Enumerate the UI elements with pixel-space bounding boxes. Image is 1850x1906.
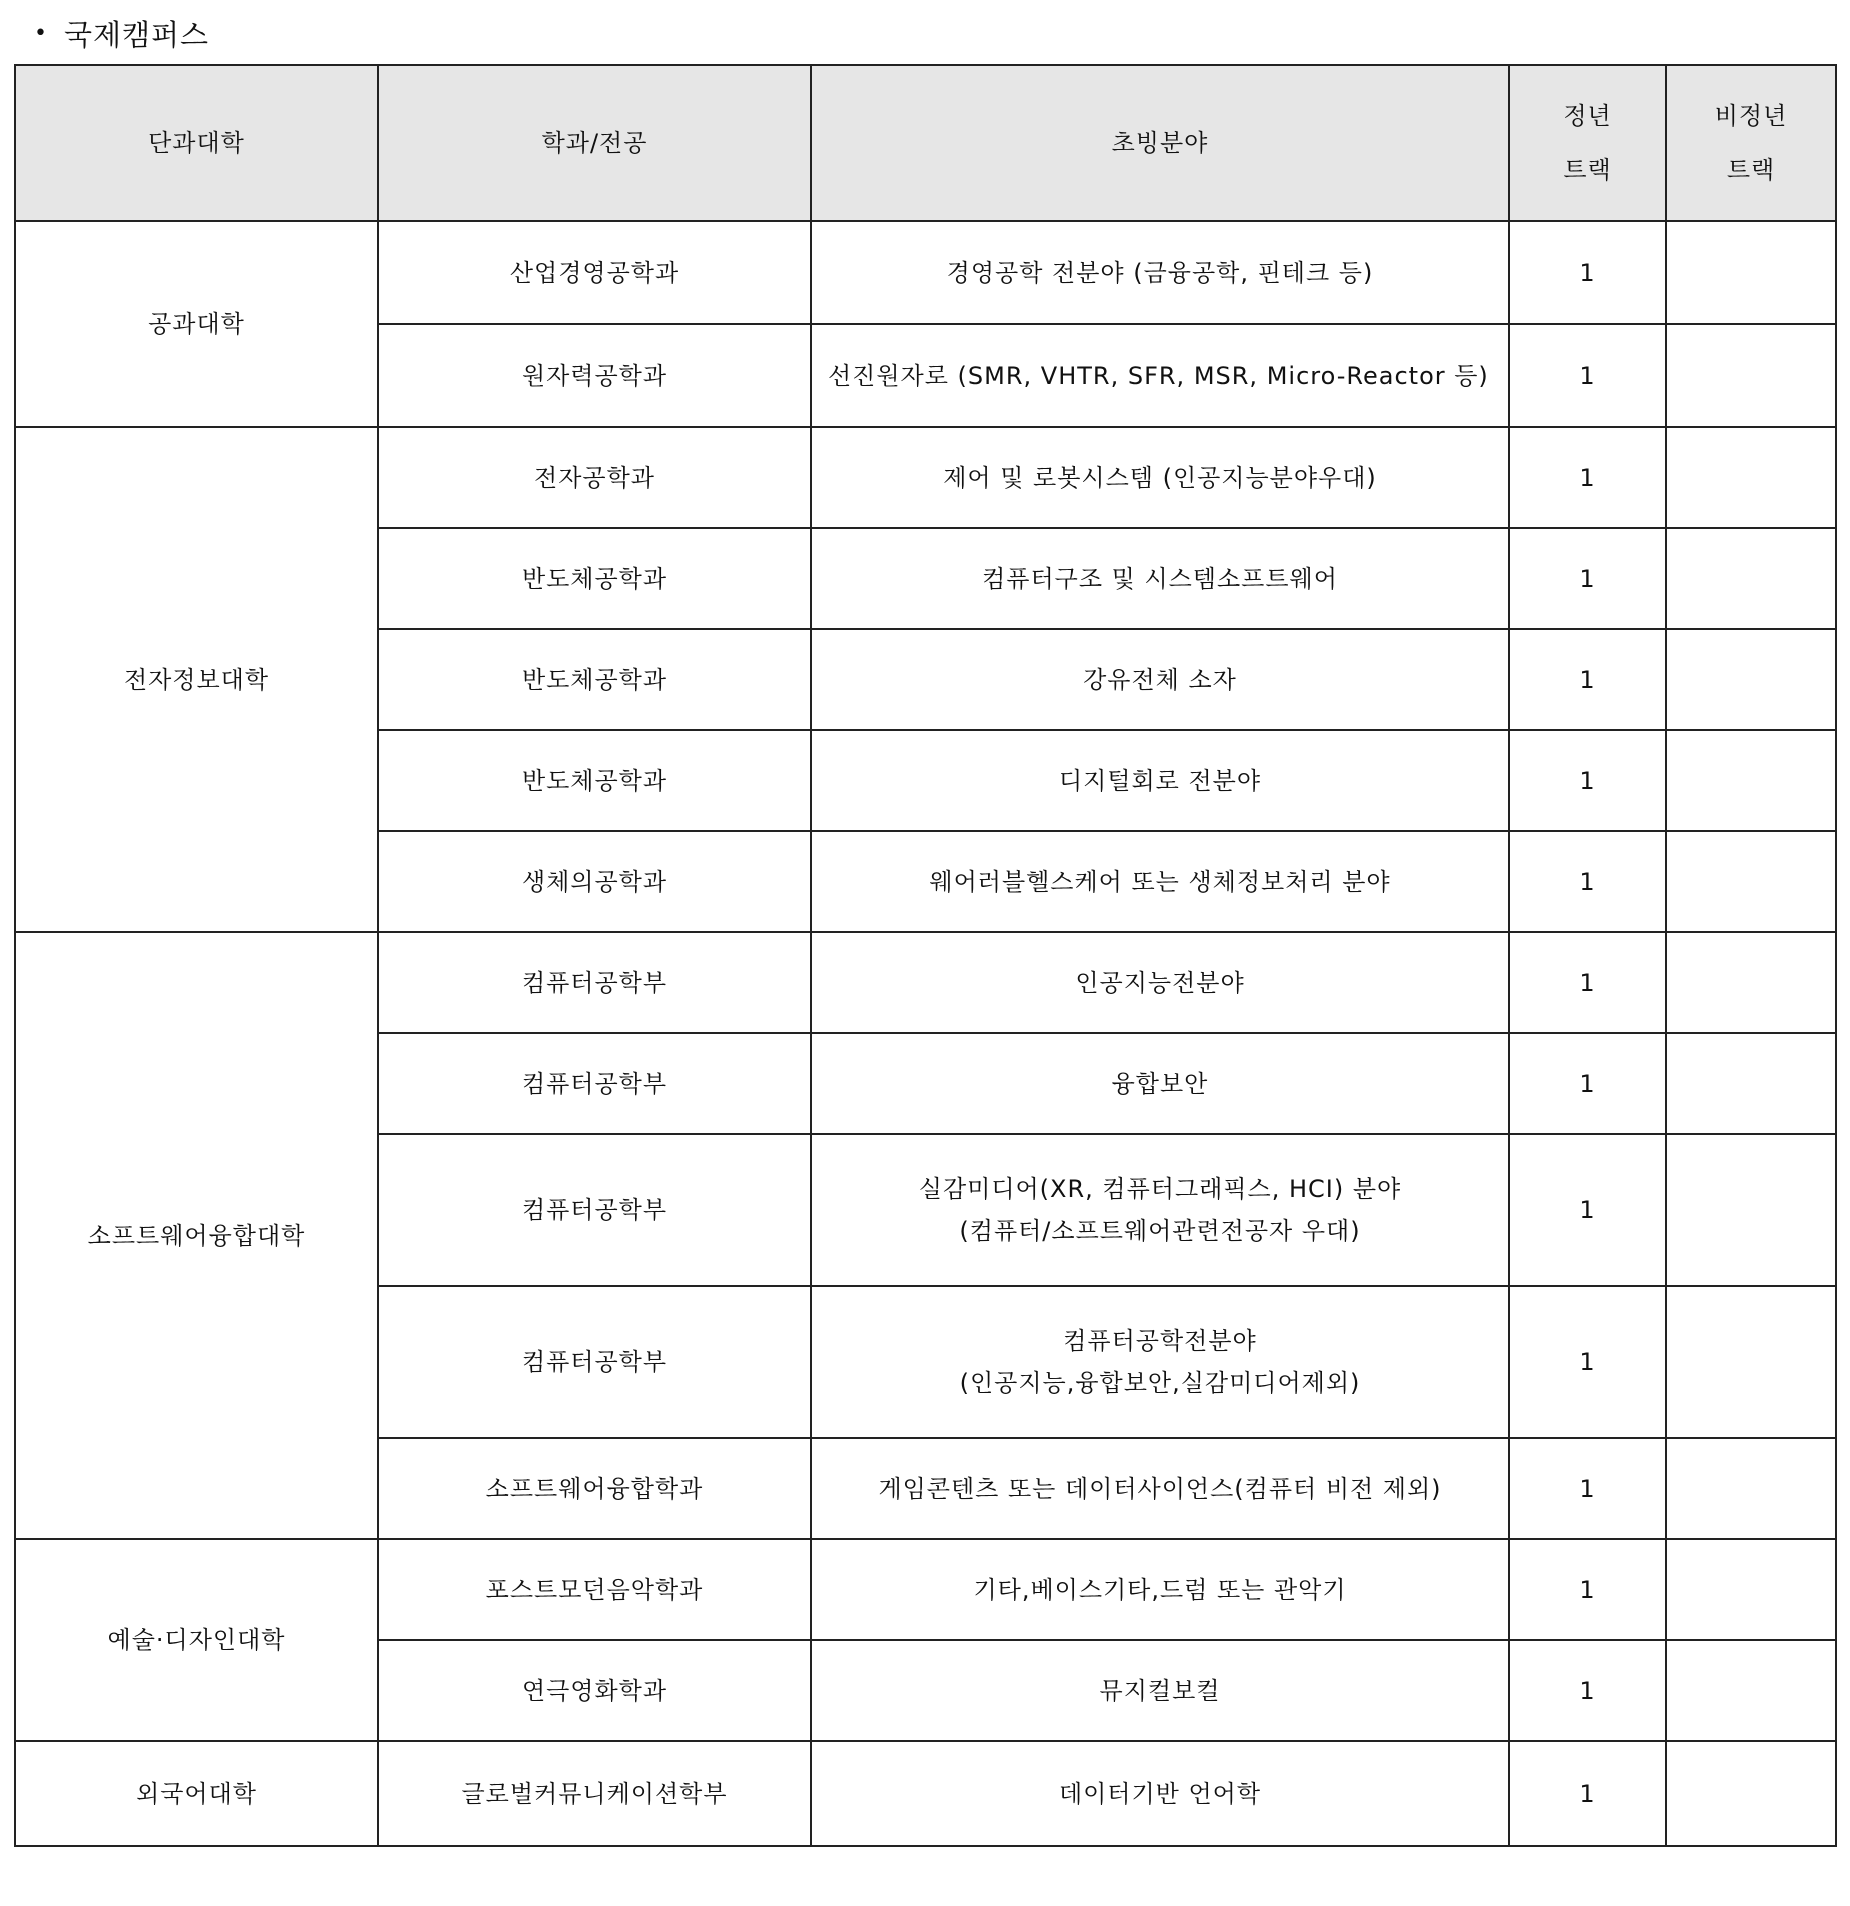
department-cell: 산업경영공학과 (378, 221, 811, 324)
header-tenure-line1: 정년 (1563, 102, 1612, 130)
department-cell: 컴퓨터공학부 (378, 1134, 811, 1286)
college-cell: 소프트웨어융합대학 (15, 932, 378, 1539)
department-cell: 글로벌커뮤니케이션학부 (378, 1741, 811, 1846)
field-cell (811, 1286, 1509, 1438)
field-cell: 기타,베이스기타,드럼 또는 관악기 (811, 1539, 1509, 1640)
department-cell: 소프트웨어융합학과 (378, 1438, 811, 1539)
table-row (15, 1539, 1836, 1640)
department-cell: 전자공학과 (378, 427, 811, 528)
header-nontenure-line1: 비정년 (1714, 102, 1788, 130)
nontenure-cell (1666, 1539, 1836, 1640)
field-line: (컴퓨터/소프트웨어관련전공자 우대) (959, 1217, 1361, 1245)
field-cell: 융합보안 (811, 1033, 1509, 1134)
field-cell (811, 1134, 1509, 1286)
field-cell: 강유전체 소자 (811, 629, 1509, 730)
nontenure-cell (1666, 427, 1836, 528)
tenure-cell: 1 (1509, 831, 1666, 932)
department-cell: 생체의공학과 (378, 831, 811, 932)
department-cell: 원자력공학과 (378, 324, 811, 427)
nontenure-cell (1666, 629, 1836, 730)
field-line: 실감미디어(XR, 컴퓨터그래픽스, HCI) 분야 (918, 1175, 1402, 1203)
nontenure-cell (1666, 1033, 1836, 1134)
department-cell: 반도체공학과 (378, 629, 811, 730)
header-field: 초빙분야 (811, 65, 1509, 221)
field-cell: 경영공학 전분야 (금융공학, 핀테크 등) (811, 221, 1509, 324)
bullet-icon: • (34, 20, 48, 46)
nontenure-cell (1666, 324, 1836, 427)
header-department: 학과/전공 (378, 65, 811, 221)
table-row (15, 932, 1836, 1033)
field-cell: 인공지능전분야 (811, 932, 1509, 1033)
field-line: 컴퓨터공학전분야 (1063, 1327, 1257, 1355)
table-row (15, 1741, 1836, 1846)
tenure-cell: 1 (1509, 528, 1666, 629)
nontenure-cell (1666, 1640, 1836, 1741)
nontenure-cell (1666, 1286, 1836, 1438)
recruitment-table (14, 64, 1837, 1847)
field-cell: 데이터기반 언어학 (811, 1741, 1509, 1846)
table-row (15, 221, 1836, 324)
table-row (15, 427, 1836, 528)
tenure-cell: 1 (1509, 1539, 1666, 1640)
header-college: 단과대학 (15, 65, 378, 221)
field-cell: 웨어러블헬스케어 또는 생체정보처리 분야 (811, 831, 1509, 932)
college-cell: 외국어대학 (15, 1741, 378, 1846)
tenure-cell: 1 (1509, 1134, 1666, 1286)
field-cell: 제어 및 로봇시스템 (인공지능분야우대) (811, 427, 1509, 528)
table-header-row (15, 65, 1836, 221)
department-cell: 컴퓨터공학부 (378, 1033, 811, 1134)
tenure-cell: 1 (1509, 427, 1666, 528)
nontenure-cell (1666, 1438, 1836, 1539)
department-cell: 컴퓨터공학부 (378, 1286, 811, 1438)
nontenure-cell (1666, 528, 1836, 629)
field-cell: 디지털회로 전분야 (811, 730, 1509, 831)
tenure-cell: 1 (1509, 629, 1666, 730)
tenure-cell: 1 (1509, 1640, 1666, 1741)
header-nontenure-track (1666, 65, 1836, 221)
section-heading (34, 8, 209, 58)
nontenure-cell (1666, 831, 1836, 932)
department-cell: 포스트모던음악학과 (378, 1539, 811, 1640)
college-cell: 공과대학 (15, 221, 378, 427)
tenure-cell: 1 (1509, 324, 1666, 427)
nontenure-cell (1666, 1134, 1836, 1286)
section-heading-text: 국제캠퍼스 (63, 17, 210, 52)
department-cell: 반도체공학과 (378, 528, 811, 629)
nontenure-cell (1666, 221, 1836, 324)
field-cell: 선진원자로 (SMR, VHTR, SFR, MSR, Micro-Reactor 등) (811, 324, 1509, 427)
college-cell: 전자정보대학 (15, 427, 378, 932)
tenure-cell: 1 (1509, 730, 1666, 831)
college-cell: 예술·디자인대학 (15, 1539, 378, 1741)
field-cell: 뮤지컬보컬 (811, 1640, 1509, 1741)
nontenure-cell (1666, 730, 1836, 831)
department-cell: 연극영화학과 (378, 1640, 811, 1741)
field-cell: 컴퓨터구조 및 시스템소프트웨어 (811, 528, 1509, 629)
tenure-cell: 1 (1509, 1741, 1666, 1846)
nontenure-cell (1666, 932, 1836, 1033)
nontenure-cell (1666, 1741, 1836, 1846)
header-nontenure-line2: 트랙 (1726, 156, 1776, 184)
tenure-cell: 1 (1509, 1033, 1666, 1134)
tenure-cell: 1 (1509, 1286, 1666, 1438)
tenure-cell: 1 (1509, 1438, 1666, 1539)
tenure-cell: 1 (1509, 932, 1666, 1033)
department-cell: 반도체공학과 (378, 730, 811, 831)
header-tenure-track (1509, 65, 1666, 221)
tenure-cell: 1 (1509, 221, 1666, 324)
department-cell: 컴퓨터공학부 (378, 932, 811, 1033)
header-tenure-line2: 트랙 (1563, 156, 1612, 184)
field-line: (인공지능,융합보안,실감미디어제외) (959, 1369, 1361, 1397)
field-cell: 게임콘텐츠 또는 데이터사이언스(컴퓨터 비전 제외) (811, 1438, 1509, 1539)
